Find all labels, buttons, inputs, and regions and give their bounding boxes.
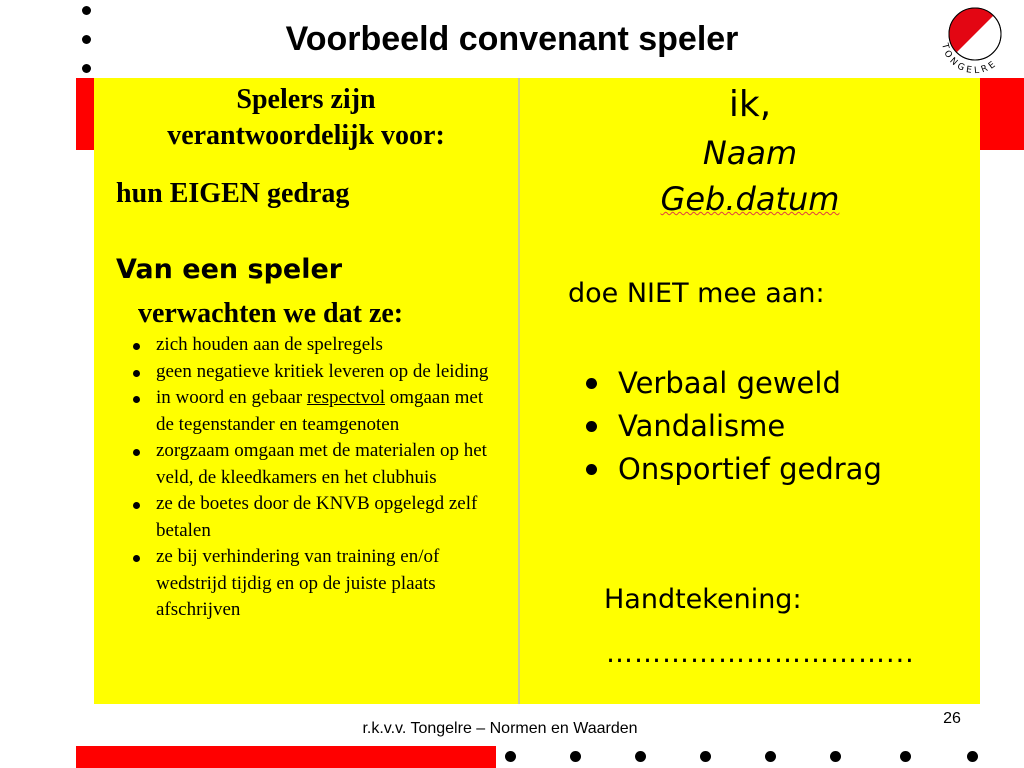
footer-dot [830,751,841,762]
rules-list [124,332,504,624]
list-item: Verbaal geweld [584,362,882,405]
footer-dot [967,751,978,762]
club-logo [930,0,1020,80]
forbidden-behaviors-list [584,362,882,491]
list-item: in woord en gebaar respectvol omgaan met de tegenstander en teamgenoten [124,385,504,438]
footer-dot [700,751,711,762]
bullet-icon [133,502,140,509]
respectful-emphasis: respectvol [306,387,385,408]
responsibilities-heading-line1: Spelers zijn [236,84,376,115]
footer-dot [570,751,581,762]
footer-dot [900,751,911,762]
bullet-icon [133,449,140,456]
player-pledge [520,78,980,704]
red-accent-bar-left [76,78,94,150]
bullet-icon [586,378,597,389]
player-responsibilities [94,78,518,704]
bullet-icon [133,555,140,562]
responsibilities-heading-line2: verantwoordelijk voor: [167,120,445,151]
birthdate-field: Geb.datum [660,180,840,218]
logo-ring-text: TONGELRE [939,42,1000,77]
bullet-icon [133,370,140,377]
from-player-heading: Van een speler [116,254,343,285]
signature-label: Handtekening: [604,584,802,615]
list-item: ze de boetes door de KNVB opgelegd zelf betalen [124,491,504,544]
list-item: Onsportief gedrag [584,448,882,491]
bullet-icon [586,421,597,432]
footer-text: r.k.v.v. Tongelre – Normen en Waarden [362,720,638,737]
corner-bullet [82,64,91,73]
list-item: Vandalisme [584,405,882,448]
name-field: Naam [702,134,798,172]
footer-dot [765,751,776,762]
list-item: geen negatieve kritiek leveren op de leiding [124,359,504,386]
footer-dots [505,751,1005,765]
list-item: zorgzaam omgaan met de materialen op het veld, de kleedkamers en het clubhuis [124,438,504,491]
bullet-icon [133,396,140,403]
slide-title: Voorbeeld convenant speler [285,20,739,58]
signature-line: …………………………... [606,638,915,669]
page-number: 26 [943,710,961,727]
list-item: ze bij verhindering van training en/of wedstrijd tijdig en op de juiste plaats afschrijven [124,544,504,624]
pledge-statement: doe NIET mee aan: [568,278,825,309]
bullet-icon [133,343,140,350]
corner-bullet [82,6,91,15]
own-behavior-text: hun EIGEN gedrag [116,178,350,209]
bullet-icon [586,464,597,475]
red-footer-bar [76,746,496,768]
pledge-ik: ik, [728,84,772,125]
footer-dot [635,751,646,762]
expectations-heading: verwachten we dat ze: [138,298,404,329]
footer-dot [505,751,516,762]
list-item: zich houden aan de spelregels [124,332,504,359]
red-accent-bar-right [980,78,1024,150]
